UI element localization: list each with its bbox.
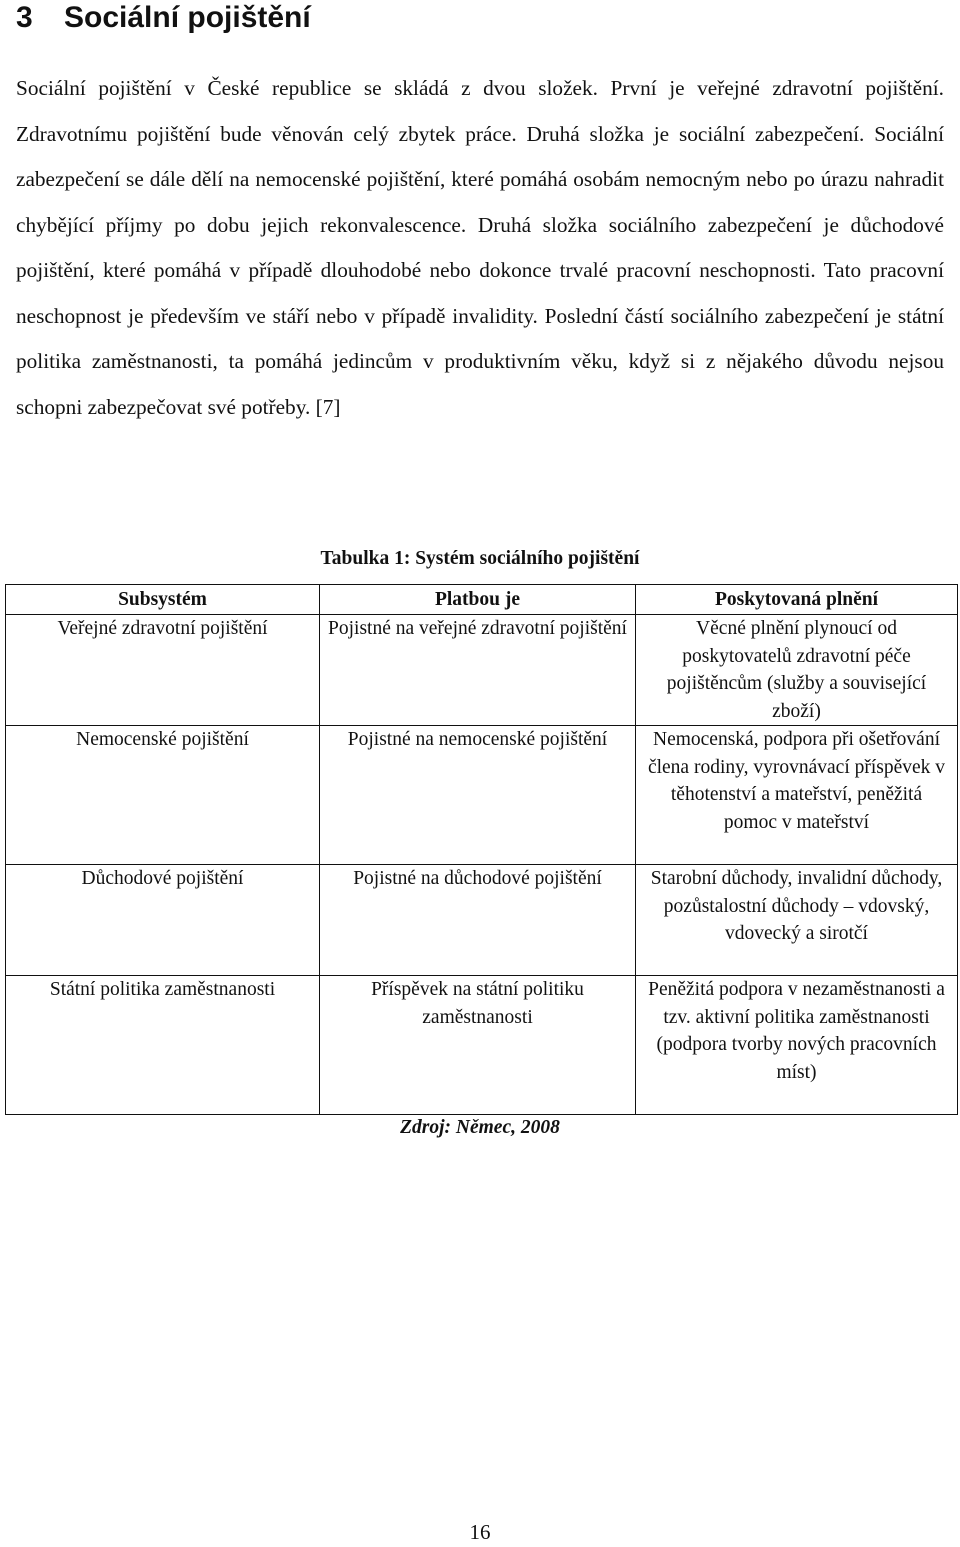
column-header-subsystem: Subsystém bbox=[6, 585, 320, 615]
cell-payment: Pojistné na veřejné zdravotní pojištění bbox=[320, 615, 636, 726]
table-header-row bbox=[6, 585, 958, 615]
page-number: 16 bbox=[469, 1520, 491, 1544]
cell-benefits: Věcné plnění plynoucí od poskytovatelů zdravotní péče pojištěncům (služby a související zboží) bbox=[636, 615, 958, 726]
chapter-heading bbox=[16, 0, 311, 36]
table-row bbox=[6, 976, 958, 1115]
cell-payment: Příspěvek na státní politiku zaměstnanosti bbox=[320, 976, 636, 1115]
cell-subsystem: Státní politika zaměstnanosti bbox=[6, 976, 320, 1115]
cell-benefits: Starobní důchody, invalidní důchody, pozůstalostní důchody – vdovský, vdovecký a sirotčí bbox=[636, 865, 958, 976]
chapter-number: 3 bbox=[16, 1, 33, 34]
table-row bbox=[6, 615, 958, 726]
table-row bbox=[6, 865, 958, 976]
cell-subsystem: Veřejné zdravotní pojištění bbox=[6, 615, 320, 726]
social-insurance-table bbox=[5, 584, 958, 1115]
table-caption: Tabulka 1: Systém sociálního pojištění bbox=[320, 548, 640, 569]
cell-benefits: Peněžitá podpora v nezaměstnanosti a tzv. aktivní politika zaměstnanosti (podpora tvorby nových pracovních míst) bbox=[636, 976, 958, 1115]
cell-subsystem: Nemocenské pojištění bbox=[6, 726, 320, 865]
column-header-payment: Platbou je bbox=[320, 585, 636, 615]
cell-subsystem: Důchodové pojištění bbox=[6, 865, 320, 976]
cell-payment: Pojistné na důchodové pojištění bbox=[320, 865, 636, 976]
column-header-benefits: Poskytovaná plnění bbox=[636, 585, 958, 615]
table-row bbox=[6, 726, 958, 865]
table-source: Zdroj: Němec, 2008 bbox=[400, 1117, 560, 1138]
chapter-title: Sociální pojištění bbox=[64, 1, 311, 34]
cell-benefits: Nemocenská, podpora při ošetřování člena rodiny, vyrovnávací příspěvek v těhotenství a mateřství, peněžitá pomoc v mateřství bbox=[636, 726, 958, 865]
body-paragraph: Sociální pojištění v České republice se skládá z dvou složek. První je veřejné zdravotní pojištění. Zdravotnímu pojištění bude věnován celý zbytek práce. Druhá složka je sociální zabezpečení. Sociální zabezpečení se dále dělí na nemocenské pojištění, které pomáhá osobám nemocným nebo po úrazu nahradit chybějící příjmy po dobu jejich rekonvalescence. Druhá složka sociálního zabezpečení je důchodové pojištění, které pomáhá v případě dlouhodobé nebo dokonce trvalé pracovní neschopnosti. Tato pracovní neschopnost je především ve stáří nebo v případě invalidity. Poslední částí sociálního zabezpečení je státní politika zaměstnanosti, ta pomáhá jedincům v produktivním věku, když si z nějakého důvodu nejsou schopni zabezpečovat své potřeby. [7] bbox=[16, 76, 944, 419]
cell-payment: Pojistné na nemocenské pojištění bbox=[320, 726, 636, 865]
